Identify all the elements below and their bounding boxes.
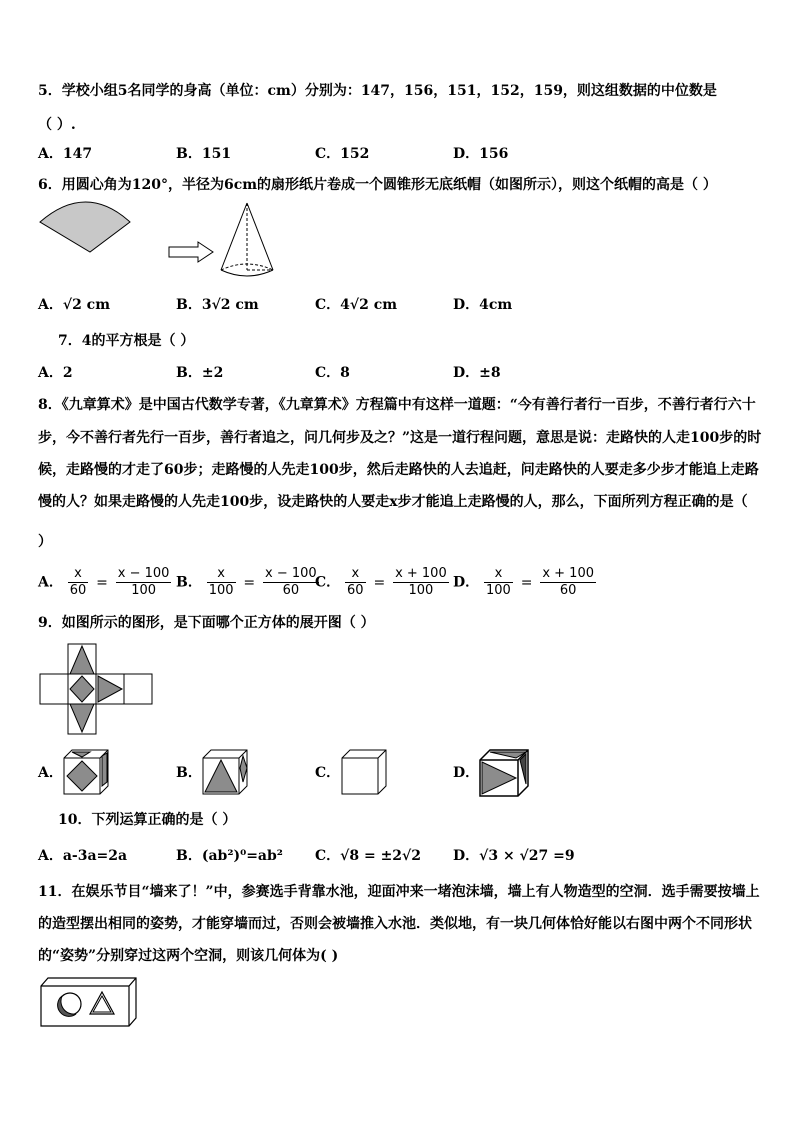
equals-sign: = (520, 574, 533, 591)
q10-option-c: C．√8 = ±2√2 (315, 848, 421, 864)
q5-stem: 5．学校小组5名同学的身高（单位：cm）分别为：147，156，151，152，159，则这组数据的中位数是 (38, 83, 717, 99)
q7-option-b: B．±2 (176, 365, 224, 381)
denominator: 100 (408, 583, 434, 598)
fraction (345, 566, 366, 599)
q5-option-a: A．147 (38, 146, 93, 162)
q8-line-3: 候，走路慢的才走了60步；走路慢的人先走100步，然后走路快的人去追赶，问走路快的人要走多少步才能追上走路 (38, 462, 759, 478)
cube-net-figure (40, 644, 156, 734)
denominator: 100 (208, 583, 234, 598)
q8-line-2: 步，今不善行者先行一百步，善行者追之，问几何步及之？”这是一道行程问题，意思是说：走路快的人走100步的时 (38, 430, 762, 446)
numerator: x (207, 566, 236, 583)
wall-figure (40, 976, 138, 1028)
q11-line-1: 11．在娱乐节目“墙来了！”中，参赛选手背靠水池，迎面冲来一堵泡沫墙，墙上有人物造型的空洞．选手需要按墙上 (38, 884, 760, 900)
q6-stem: 6．用圆心角为120°，半径为6cm的扇形纸片卷成一个圆锥形无底纸帽（如图所示），则这个纸帽的高是（ ） (38, 177, 717, 193)
fraction (484, 566, 513, 599)
denominator: 60 (69, 583, 87, 598)
q5-option-d: D．156 (453, 146, 509, 162)
numerator: x − 100 (117, 566, 170, 581)
q5-paren: （ ）. (38, 117, 76, 133)
q5-option-c: C．152 (315, 146, 370, 162)
q11-line-2: 的造型摆出相同的姿势，才能穿墙而过，否则会被墙推入水池．类似地，有一块几何体恰好能以右图中两个不同形状 (38, 916, 752, 932)
numerator: x + 100 (395, 566, 447, 581)
numerator: x (345, 566, 366, 583)
cone-figure (218, 202, 276, 282)
q8-option-b-label: B． (176, 574, 202, 591)
q9-option-c: C． (315, 765, 341, 781)
q8-line-5: ） (38, 534, 52, 550)
q6-option-a: A．√2 cm (38, 297, 111, 313)
q8-option-a-label: A． (38, 574, 63, 591)
q9-stem: 9．如图所示的图形，是下面哪个正方体的展开图（ ） (38, 615, 375, 631)
q10-stem: 10．下列运算正确的是（ ） (58, 812, 237, 828)
denominator: 60 (282, 583, 300, 598)
q6-option-b: B．3√2 cm (176, 297, 259, 313)
q6-option-c: C．4√2 cm (315, 297, 398, 313)
cube-option-a (62, 748, 110, 796)
q8-option-b (176, 566, 319, 599)
q5-option-b: B．151 (176, 146, 232, 162)
fraction (68, 566, 89, 599)
fraction (263, 566, 319, 599)
denominator: 60 (559, 583, 577, 598)
q7-option-c: C．8 (315, 365, 350, 381)
q8-line-4: 慢的人？如果走路慢的人先走100步，设走路快的人要走x步才能追上走路慢的人，那么，下面所列方程正确的是（ (38, 494, 748, 510)
q8-option-c (315, 566, 449, 599)
fraction (540, 566, 596, 599)
q9-option-d: D． (453, 765, 480, 781)
numerator: x (68, 566, 89, 583)
q9-option-a: A． (38, 765, 63, 781)
q8-option-d (453, 566, 596, 599)
equals-sign: = (243, 574, 256, 591)
q10-option-a: A．a-3a=2a (38, 848, 128, 864)
cube-option-b (201, 748, 249, 796)
equals-sign: = (96, 574, 108, 591)
q10-option-d: D．√3 × √27 =9 (453, 848, 575, 864)
q7-option-a: A．2 (38, 365, 73, 381)
fraction (393, 566, 449, 599)
q10-option-b: B．(ab²)⁰=ab² (176, 848, 283, 864)
denominator: 60 (347, 583, 364, 598)
equals-sign: = (373, 574, 386, 591)
numerator: x (484, 566, 513, 583)
cube-option-d (478, 748, 530, 798)
fraction (116, 566, 172, 599)
arrow-icon (168, 242, 214, 262)
sector-figure (38, 190, 138, 260)
fraction (207, 566, 236, 599)
q7-stem: 7．4的平方根是（ ） (58, 333, 195, 349)
q8-option-c-label: C． (315, 574, 341, 591)
q11-line-3: 的“姿势”分别穿过这两个空洞，则该几何体为( ) (38, 948, 339, 964)
denominator: 100 (486, 583, 511, 598)
q8-option-a (38, 566, 171, 599)
q6-option-d: D．4cm (453, 297, 513, 313)
q9-option-b: B． (176, 765, 202, 781)
denominator: 100 (131, 583, 157, 598)
q7-option-d: D．±8 (453, 365, 501, 381)
numerator: x − 100 (265, 566, 317, 581)
q8-option-d-label: D． (453, 574, 480, 591)
cube-option-c (340, 748, 388, 796)
q8-line-1: 8．《九章算术》是中国古代数学专著，《九章算术》方程篇中有这样一道题：“今有善行者行一百步，不善行者行六十 (38, 397, 756, 413)
numerator: x + 100 (542, 566, 594, 581)
